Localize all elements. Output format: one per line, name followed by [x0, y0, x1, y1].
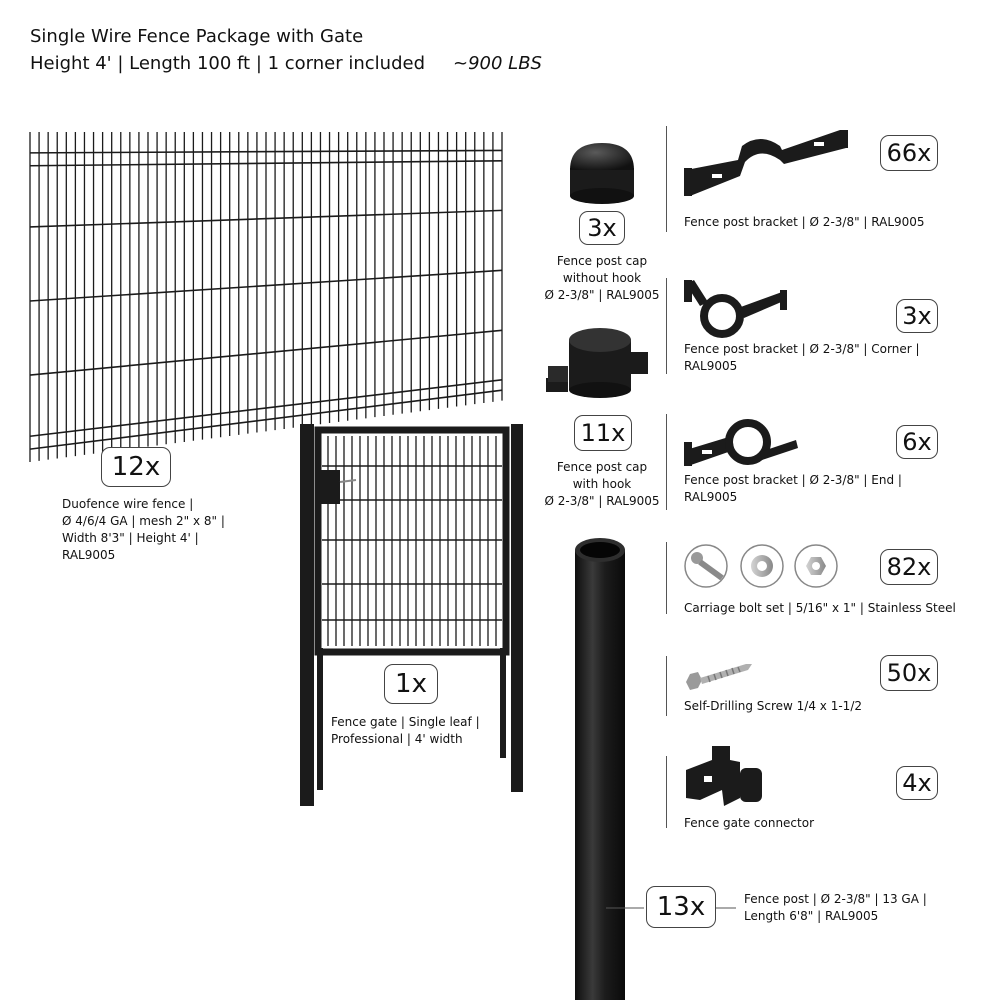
gate-connector-qty-badge: 4x	[896, 766, 938, 800]
package-weight: ~900 LBS	[453, 53, 542, 74]
divider	[666, 542, 667, 614]
fence-qty-badge: 12x	[101, 447, 171, 487]
fence-caption: Duofence wire fence | Ø 4/6/4 GA | mesh 2" x 8" | Width 8'3" | Height 4' | RAL9005	[62, 497, 225, 562]
post-cap-with-hook-icon	[546, 328, 648, 398]
screw-qty-badge: 50x	[880, 655, 938, 691]
post-qty-badge: 13x	[646, 886, 716, 928]
screw-caption: Self-Drilling Screw 1/4 x 1-1/2	[684, 699, 862, 713]
fence-gate-connector-icon	[686, 746, 762, 806]
fence-post-bracket-corner-icon	[684, 280, 787, 334]
cap-no-hook-qty-badge: 3x	[579, 211, 625, 245]
divider	[666, 756, 667, 828]
divider	[666, 656, 667, 716]
fence-gate	[300, 424, 523, 806]
bracket-corner-qty-badge: 3x	[896, 299, 938, 333]
wire-fence-panel	[30, 132, 502, 462]
carriage-bolt-qty-badge: 82x	[880, 549, 938, 585]
package-title: Single Wire Fence Package with Gate	[30, 26, 364, 47]
fence-post-bracket-end-icon	[684, 423, 798, 466]
post-caption: Fence post | Ø 2-3/8" | 13 GA | Length 6'8" | RAL9005	[744, 892, 927, 923]
package-specs: Height 4' | Length 100 ft | 1 corner included	[30, 53, 426, 74]
gate-caption: Fence gate | Single leaf | Professional | 4' width	[331, 715, 480, 746]
self-drilling-screw-icon	[686, 664, 752, 690]
bracket-corner-caption: Fence post bracket | Ø 2-3/8" | Corner | RAL9005	[684, 342, 920, 373]
fence-post-bracket-icon	[684, 130, 848, 196]
carriage-bolt-caption: Carriage bolt set | 5/16" x 1" | Stainless Steel	[684, 601, 956, 615]
cap-hook-caption: Fence post cap with hook Ø 2-3/8" | RAL9005	[544, 460, 660, 508]
bracket-end-qty-badge: 6x	[896, 425, 938, 459]
bracket-caption: Fence post bracket | Ø 2-3/8" | RAL9005	[684, 215, 925, 229]
fence-post-icon	[575, 538, 625, 1000]
gate-connector-caption: Fence gate connector	[684, 816, 815, 830]
bracket-qty-badge: 66x	[880, 135, 938, 171]
cap-hook-qty-badge: 11x	[574, 415, 632, 451]
cap-no-hook-caption: Fence post cap without hook Ø 2-3/8" | RAL9005	[544, 254, 660, 302]
divider	[666, 126, 667, 232]
bracket-end-caption: Fence post bracket | Ø 2-3/8" | End | RAL9005	[684, 473, 902, 504]
carriage-bolt-set-icon	[685, 545, 837, 587]
post-cap-without-hook-icon	[570, 143, 634, 204]
gate-qty-badge: 1x	[384, 664, 438, 704]
